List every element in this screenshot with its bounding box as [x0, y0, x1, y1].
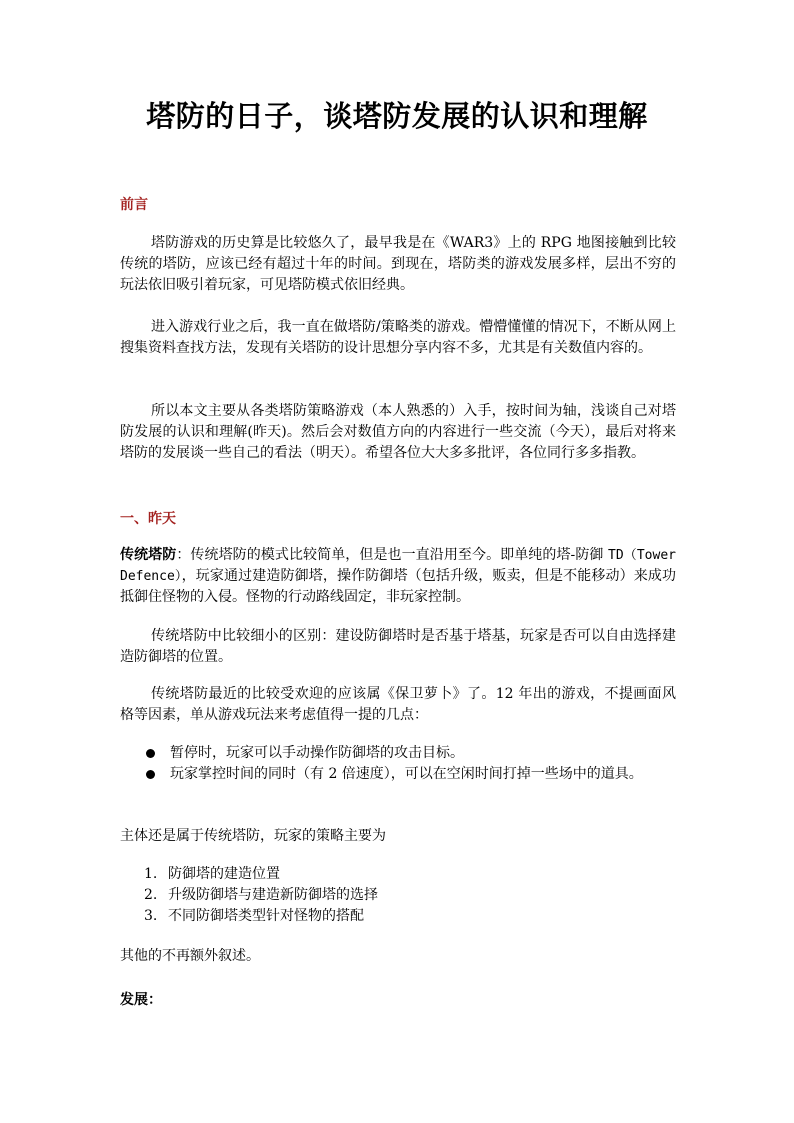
traditional-td-text-after: ，玩家通过建造防御塔，操作防御塔（包括升级，贩卖，但是不能移动）来成功抵御住怪物的入侵。怪物的行动路线固定，非玩家控制。: [120, 568, 677, 605]
feature-bullet-list: [120, 743, 676, 785]
preface-paragraph-1: 塔防游戏的历史算是比较悠久了，最早我是在《WAR3》上的 RPG 地图接触到比较传统的塔防，应该已经有超过十年的时间。到现在，塔防类的游戏发展多样，层出不穷的玩法依旧吸引着玩家，可见塔防模式依旧经典。: [120, 235, 676, 293]
bullet-text: 玩家掌控时间的同时（有 2 倍速度），可以在空闲时间打掉一些场中的道具。: [170, 766, 643, 782]
traditional-td-text-before: ：传统塔防的模式比较简单，但是也一直沿用至今。即单纯的塔-防御: [176, 547, 609, 563]
preface-paragraph-3: 所以本文主要从各类塔防策略游戏（本人熟悉的）入手，按时间为轴，浅谈自己对塔防发展的认识和理解(昨天)。然后会对数值方向的内容进行一些交流（今天），最后对将来塔防的发展谈一些自己的看法（明天）。希望各位大大多多批评，各位同行多多指教。: [120, 403, 676, 461]
list-number: 2.: [144, 887, 158, 903]
list-item: [120, 906, 676, 927]
list-item-text: 不同防御塔类型针对怪物的搭配: [168, 908, 364, 924]
list-item: [120, 764, 676, 785]
list-number: 3.: [144, 908, 158, 924]
preface-paragraph-2: 进入游戏行业之后，我一直在做塔防/策略类的游戏。懵懵懂懂的情况下，不断从网上搜集资料查找方法，发现有关塔防的设计思想分享内容不多，尤其是有关数值内容的。: [120, 319, 676, 356]
list-number: 1.: [144, 866, 158, 882]
list-item: [120, 743, 676, 764]
section-heading-preface: 前言: [120, 197, 148, 213]
closing-paragraph: 其他的不再额外叙述。: [120, 948, 260, 964]
document-page: [120, 0, 676, 1123]
list-item: [120, 885, 676, 906]
traditional-td-mono: TD（Tower Defence）: [120, 548, 676, 584]
list-item-text: 升级防御塔与建造新防御塔的选择: [168, 887, 378, 903]
strategy-intro: 主体还是属于传统塔防，玩家的策略主要为: [120, 828, 386, 844]
section-heading-yesterday: 一、昨天: [120, 511, 176, 527]
list-item: [120, 864, 676, 885]
traditional-td-paragraph: [120, 545, 676, 608]
strategy-numbered-list: [120, 864, 676, 927]
bullet-text: 暂停时，玩家可以手动操作防御塔的攻击目标。: [170, 745, 464, 761]
list-item-text: 防御塔的建造位置: [168, 866, 280, 882]
traditional-td-label: 传统塔防: [120, 547, 177, 563]
development-heading: 发展：: [120, 992, 162, 1008]
difference-paragraph: 传统塔防中比较细小的区别：建设防御塔时是否基于塔基，玩家是否可以自由选择建造防御塔的位置。: [120, 628, 676, 665]
bullet-dot-icon: [146, 770, 155, 779]
document-title: 塔防的日子，谈塔防发展的认识和理解: [146, 99, 648, 133]
bullet-dot-icon: [146, 749, 155, 758]
radish-paragraph: 传统塔防最近的比较受欢迎的应该属《保卫萝卜》了。12 年出的游戏，不提画面风格等因素，单从游戏玩法来考虑值得一提的几点：: [120, 686, 676, 723]
